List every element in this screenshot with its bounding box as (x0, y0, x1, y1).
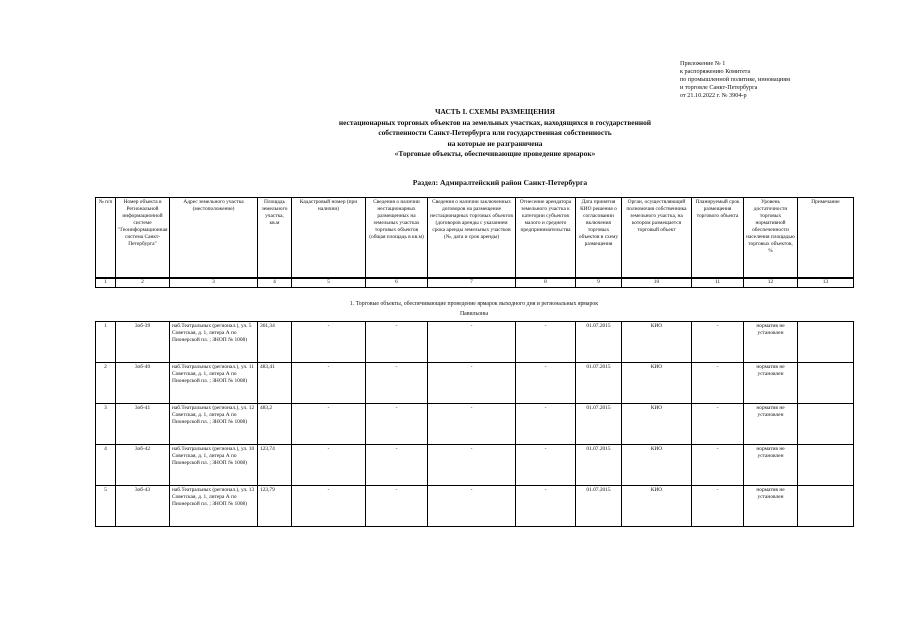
cell-existing-objects: - (366, 322, 428, 363)
column-number: 1 (96, 279, 116, 288)
cell-cadastral-number: - (292, 322, 366, 363)
column-header: Сведения о наличии заключенных договоров на размещение нестационарных торговых объектов (договоров аренды с указанием срока аренды земельных участков (№, дата и срок аренды) (428, 198, 516, 278)
appendix-line: Приложение № 1 (680, 60, 726, 67)
cell-note (798, 404, 854, 445)
column-number: 11 (692, 279, 744, 288)
header-table (95, 197, 854, 278)
appendix-line: от 21.10.2022 г. № 3904-р (680, 92, 747, 99)
column-number: 6 (366, 279, 428, 288)
cell-planned-term: - (692, 486, 744, 527)
column-header: Номер объекта в Региональной информационной системе "Геоинформационная система Санкт-Петербурга" (116, 198, 170, 278)
cell-object-code: 3об-43 (116, 486, 170, 527)
objects-table (95, 321, 854, 527)
cell-note (798, 445, 854, 486)
column-number: 12 (744, 279, 798, 288)
cell-cadastral-number: - (292, 363, 366, 404)
cell-area: 483,2 (258, 404, 292, 445)
cell-row-number: 2 (96, 363, 116, 404)
category-heading: 1. Торговые объекты, обеспечивающие проведение ярмарок выходного дня и региональных ярмарок (349, 301, 599, 307)
cell-existing-objects: - (366, 486, 428, 527)
column-header: Кадастровый номер (при наличии) (292, 198, 366, 278)
cell-address: наб.Театральных (регионал.), ул. 5 Советская, д. 1, литера А по Пионерской пл. ; ЗНОП № 1008) (170, 322, 258, 363)
cell-existing-objects: - (366, 363, 428, 404)
cell-address: наб.Театральных (регионал.), ул. 13 Советская, д. 1, литера А по Пионерской пл. ; ЗНОП № 1008) (170, 486, 258, 527)
column-header: Сведения о наличии нестационарных размещенных на земельных участках торговых объектов (общая площадь в кв.м) (366, 198, 428, 278)
cell-note (798, 486, 854, 527)
cell-object-code: 3об-39 (116, 322, 170, 363)
column-header: Планируемый срок размещения торгового объекта (692, 198, 744, 278)
table-row (96, 404, 854, 445)
column-number-table (95, 278, 854, 288)
cell-row-number: 3 (96, 404, 116, 445)
table-row (96, 486, 854, 527)
cell-approval-date: 01.07.2015 (576, 363, 622, 404)
column-number: 7 (428, 279, 516, 288)
cell-area: 483,41 (258, 363, 292, 404)
cell-sufficiency-level: норматив не установлен (744, 363, 798, 404)
title-line: на которые не разграничена (447, 138, 543, 148)
table-row (96, 445, 854, 486)
appendix-line: и торговле Санкт-Петербурга (680, 84, 758, 91)
cell-sufficiency-level: норматив не установлен (744, 404, 798, 445)
table-row (96, 322, 854, 363)
cell-planned-term: - (692, 363, 744, 404)
title-line: ЧАСТЬ I. СХЕМЫ РАЗМЕЩЕНИЯ (435, 107, 555, 116)
cell-sufficiency-level: норматив не установлен (744, 486, 798, 527)
cell-existing-objects: - (366, 404, 428, 445)
title-line: собственности Санкт-Петербурга или государственная собственность (378, 128, 612, 137)
cell-contracts: - (428, 404, 516, 445)
cell-sufficiency-level: норматив не установлен (744, 322, 798, 363)
cell-cadastral-number: - (292, 404, 366, 445)
cell-row-number: 1 (96, 322, 116, 363)
appendix-line: по промышленной политике, инновациям (680, 76, 791, 83)
column-header: Дата принятия КИО решения о согласовании включения торговых объектов в схему размещения (576, 198, 622, 278)
column-header: Отнесение арендатора земельного участка к категории субъектов малого и среднего предпринимательства (516, 198, 576, 278)
table-row (96, 363, 854, 404)
cell-area: 361,34 (258, 322, 292, 363)
cell-area: 123,74 (258, 445, 292, 486)
cell-approval-date: 01.07.2015 (576, 486, 622, 527)
cell-cadastral-number: - (292, 486, 366, 527)
column-number: 9 (576, 279, 622, 288)
appendix-line: к распоряжению Комитета (680, 68, 751, 75)
cell-sme-category: - (516, 445, 576, 486)
cell-owner-organ: КИО (622, 404, 692, 445)
cell-owner-organ: КИО (622, 486, 692, 527)
column-number: 8 (516, 279, 576, 288)
cell-object-code: 3об-40 (116, 363, 170, 404)
column-header: № п/п (96, 198, 116, 278)
cell-sme-category: - (516, 322, 576, 363)
cell-sufficiency-level: норматив не установлен (744, 445, 798, 486)
cell-sme-category: - (516, 363, 576, 404)
cell-row-number: 4 (96, 445, 116, 486)
column-header: Уровень достаточности торговых нормативной обеспеченности населения площадью торговых объектов, % (744, 198, 798, 278)
document-title (230, 107, 760, 160)
column-header: Площадь земельного участка, кв.м (258, 198, 292, 278)
column-number: 2 (116, 279, 170, 288)
title-line: нестационарных торговых объектов на земельных участках, находящихся в государственной (338, 117, 652, 127)
appendix-block (680, 60, 880, 100)
cell-owner-organ: КИО (622, 363, 692, 404)
cell-approval-date: 01.07.2015 (576, 445, 622, 486)
cell-contracts: - (428, 363, 516, 404)
cell-area: 123,79 (258, 486, 292, 527)
subtype-heading: Павильоны (459, 311, 489, 317)
cell-contracts: - (428, 322, 516, 363)
column-number: 5 (292, 279, 366, 288)
cell-approval-date: 01.07.2015 (576, 322, 622, 363)
cell-row-number: 5 (96, 486, 116, 527)
cell-planned-term: - (692, 322, 744, 363)
column-number: 13 (798, 279, 854, 288)
cell-contracts: - (428, 486, 516, 527)
cell-address: наб.Театральных (регионал.), ул. 11 Советская, д. 1, литера А по Пионерской пл. ; ЗНОП № 1008) (170, 363, 258, 404)
cell-object-code: 3об-42 (116, 445, 170, 486)
cell-contracts: - (428, 445, 516, 486)
cell-sme-category: - (516, 486, 576, 527)
cell-address: наб.Театральных (регионал.), ул. 10 Советская, д. 1, литера А по Пионерской пл. ; ЗНОП № 1008) (170, 445, 258, 486)
column-header: Орган, осуществляющий полномочия собственника земельного участка, на котором размещается торговый объект (622, 198, 692, 278)
cell-note (798, 363, 854, 404)
column-header: Примечание (798, 198, 854, 278)
cell-sme-category: - (516, 404, 576, 445)
title-line: «Торговые объекты, обеспечивающие проведение ярмарок» (394, 149, 596, 158)
cell-owner-organ: КИО (622, 445, 692, 486)
cell-planned-term: - (692, 404, 744, 445)
section-title: Раздел: Адмиралтейский район Санкт-Петербурга (412, 178, 588, 187)
cell-existing-objects: - (366, 445, 428, 486)
cell-approval-date: 01.07.2015 (576, 404, 622, 445)
column-number: 10 (622, 279, 692, 288)
cell-object-code: 3об-41 (116, 404, 170, 445)
cell-cadastral-number: - (292, 445, 366, 486)
cell-planned-term: - (692, 445, 744, 486)
cell-address: наб.Театральных (регионал.), ул. 12 Советская, д. 1, литера А по Пионерской пл. ; ЗНОП № 1008) (170, 404, 258, 445)
column-number: 4 (258, 279, 292, 288)
cell-note (798, 322, 854, 363)
column-number: 3 (170, 279, 258, 288)
cell-owner-organ: КИО (622, 322, 692, 363)
column-header: Адрес земельного участка (местоположение) (170, 198, 258, 278)
